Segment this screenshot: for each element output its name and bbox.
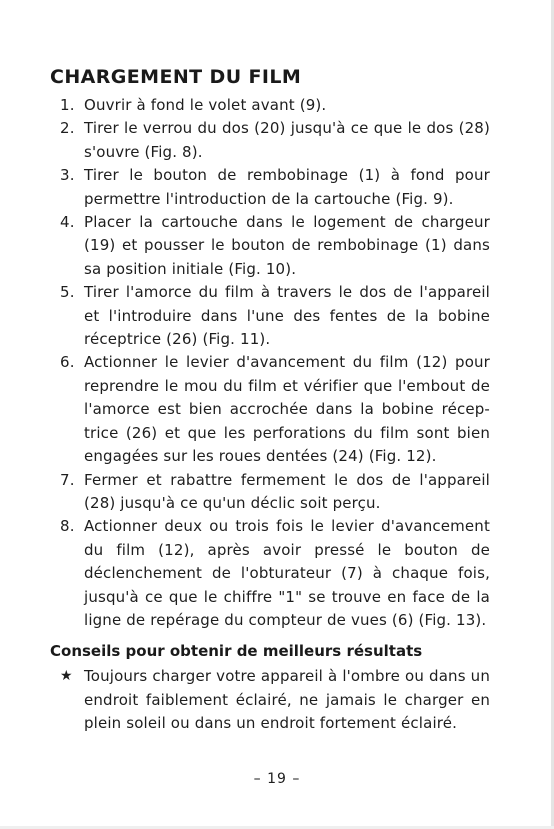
step-text: Tirer le bouton de rembobinage (1) à fond pour permettre l'introduction de la cartouche (Fig. 9).: [84, 166, 490, 208]
step-number: 3.: [60, 166, 75, 185]
step-text: Tirer le verrou du dos (20) jusqu'à ce que le dos (28) s'ouvre (Fig. 8).: [84, 119, 490, 161]
step-number: 5.: [60, 283, 75, 302]
page-content: [50, 62, 490, 736]
step-number: 2.: [60, 119, 75, 138]
step-item: [50, 164, 490, 211]
step-text: Actionner le levier d'avancement du film (12) pour reprendre le mou du film et vérifier que l'embout de l'amorce est bien accrochée dans la bobine récep-trice (26) et que les perforations du film sont bien engagées sur les roues dentées (24) (Fig. 12).: [84, 353, 490, 466]
step-item: [50, 351, 490, 468]
step-text: Tirer l'amorce du film à travers le dos de l'appareil et l'introduire dans l'une des fentes de la bobine réceptrice (26) (Fig. 11).: [84, 283, 490, 349]
step-item: [50, 281, 490, 351]
section-title: CHARGEMENT DU FILM: [50, 66, 302, 88]
step-item: [50, 211, 490, 281]
step-text: Fermer et rabattre fermement le dos de l'appareil (28) jusqu'à ce qu'un déclic soit perçu.: [84, 470, 490, 512]
step-number: 6.: [60, 353, 75, 372]
loading-steps-list: [50, 94, 490, 632]
step-item: [50, 515, 490, 632]
tip-item: [50, 665, 490, 735]
step-number: 7.: [60, 470, 75, 489]
star-bullet-icon: ★: [60, 668, 73, 685]
step-number: 4.: [60, 213, 75, 232]
step-number: 8.: [60, 517, 75, 536]
step-text: Ouvrir à fond le volet avant (9).: [84, 96, 327, 114]
tip-text: Toujours charger votre appareil à l'ombre ou dans un endroit faiblement éclairé, ne jamais le charger en plein soleil ou dans un endroit fortement éclairé.: [84, 667, 490, 733]
step-text: Placer la cartouche dans le logement de chargeur (19) et pousser le bouton de rembobinage (1) dans sa position initiale (Fig. 10).: [84, 213, 490, 278]
step-number: 1.: [60, 96, 75, 114]
step-item: [50, 94, 490, 117]
step-item: [50, 117, 490, 164]
tips-list: [50, 665, 490, 735]
tips-heading: Conseils pour obtenir de meilleurs résultats: [50, 642, 423, 661]
step-item: [50, 469, 490, 516]
page-number: – 19 –: [253, 771, 301, 787]
step-text: Actionner deux ou trois fois le levier d'avancement du film (12), après avoir pressé le bouton de déclenchement de l'obturateur (7) à chaque fois, jusqu'à ce que le chiffre "1" se trouve en face de la ligne de repérage du compteur de vues (6) (Fig. 13).: [84, 517, 490, 629]
